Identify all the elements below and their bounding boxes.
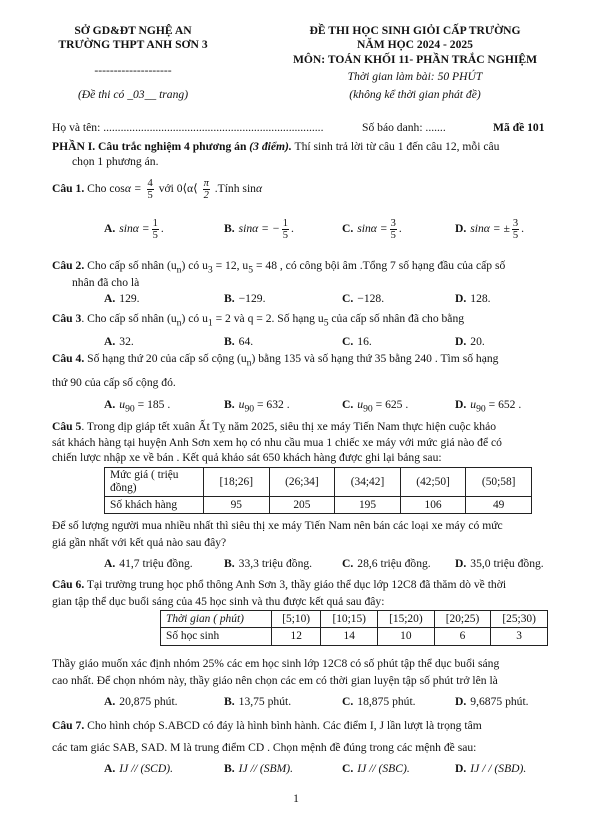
subject-title: MÔN: TOÁN KHỐI 11- PHẦN TRẮC NGHIỆM: [292, 53, 538, 66]
table-header-cell: [15;20): [378, 611, 435, 628]
q4-option-b[interactable]: B. $u_{90} = 632$ .: [224, 398, 290, 415]
table-cell: 12: [272, 628, 321, 645]
part1-heading: PHẦN I. Câu trắc nghiệm 4 phương án (3 điểm). Thí sinh trả lời từ câu 1 đến câu 12, mỗi câu: [52, 140, 500, 153]
question-7: Câu 7. Cho hình chóp S.ABCD có đáy là hình bình hành. Các điểm I, J lần lượt là trọng tâm: [52, 719, 482, 732]
q3-option-d[interactable]: D. 20.: [455, 335, 485, 348]
table-cell: Số khách hàng: [105, 497, 204, 514]
candidate-number-field: Số báo danh: .......: [362, 121, 446, 134]
table-header-cell: (26;34]: [269, 468, 335, 497]
q3-option-a[interactable]: A. 32.: [104, 335, 134, 348]
exercise-time-table: [160, 610, 548, 646]
q2-option-b[interactable]: B. −129.: [224, 292, 266, 305]
table-row: [105, 468, 532, 497]
table-cell: 106: [400, 497, 466, 514]
question-6-line4: cao nhất. Để chọn nhóm này, thầy giáo nên chọn các em có thời gian luyện tập số phút trở lên là: [52, 674, 498, 687]
q1-option-b[interactable]: B. sinα = − $\frac{1}{5}$ .: [224, 218, 294, 242]
left-dashes: --------------------: [94, 64, 172, 77]
exam-title: ĐỀ THI HỌC SINH GIỎI CẤP TRƯỜNG: [309, 24, 521, 37]
table-cell: 205: [269, 497, 335, 514]
table-cell: 195: [335, 497, 401, 514]
q7-option-a[interactable]: A. IJ // (SCD).: [104, 762, 174, 775]
time-note: (không kể thời gian phát đề): [349, 88, 481, 101]
q1-option-c[interactable]: C. sinα = $\frac{3}{5}$ .: [342, 218, 402, 242]
q5-option-d[interactable]: D. 35,0 triệu đồng.: [455, 557, 544, 570]
q4-option-a[interactable]: A. $u_{90} = 185$ .: [104, 398, 171, 415]
table-header-cell: (50;58]: [466, 468, 532, 497]
table-header-cell: [10;15): [321, 611, 378, 628]
table-header-cell: (42;50]: [400, 468, 466, 497]
question-4-line2: thứ 90 của cấp số cộng đó.: [52, 376, 176, 389]
table-header-cell: (34;42]: [335, 468, 401, 497]
question-4: Câu 4. Số hạng thứ 20 của cấp số cộng $(u_n)$ bằng 135 và số hạng thứ 35 bằng 240 . Tìm số hạng: [52, 352, 499, 369]
q6-option-c[interactable]: C. 18,875 phút.: [342, 695, 416, 708]
question-2: Câu 2. Cho cấp số nhân $(u_n)$ có $u_3 = 12$, $u_5 = 48$ , có công bội âm .Tổng 7 số hạng đầu của cấp số: [52, 259, 506, 276]
table-cell: 10: [378, 628, 435, 645]
q7-option-d[interactable]: D. IJ / / (SBD).: [455, 762, 527, 775]
question-7-line2: các tam giác SAB, SAD. M là trung điểm CD . Chọn mệnh đề đúng trong các mệnh đề sau:: [52, 741, 477, 754]
exam-code: Mã đề 101: [493, 121, 545, 134]
question-6-line3: Thầy giáo muốn xác định nhóm 25% các em học sinh lớp 12C8 có số phút tập thể dục buổi sáng: [52, 657, 500, 670]
q3-option-c[interactable]: C. 16.: [342, 335, 372, 348]
table-row: [105, 497, 532, 514]
table-cell: 14: [321, 628, 378, 645]
school-name: TRƯỜNG THPT ANH SƠN 3: [58, 38, 208, 51]
q6-option-d[interactable]: D. 9,6875 phút.: [455, 695, 529, 708]
page-number: 1: [293, 792, 299, 805]
price-survey-table: [104, 467, 532, 514]
question-5-line4: Để số lượng người mua nhiều nhất thì siêu thị xe máy Tiến Nam nên bán các loại xe máy có mức: [52, 519, 503, 532]
table-cell: 6: [434, 628, 491, 645]
q7-option-b[interactable]: B. IJ // (SBM).: [224, 762, 294, 775]
question-5-line5: giá gần nhất với kết quả nào sau đây?: [52, 536, 227, 549]
question-5-line2: sát khách hàng tại huyện Anh Sơn xem họ có nhu cầu mua 1 chiếc xe máy với mức giá nào để có: [52, 436, 502, 449]
table-header-cell: [5;10): [272, 611, 321, 628]
question-5-line3: chiến lược nhập xe về bán . Kết quả khảo sát 650 khách hàng được ghi lại bảng sau:: [52, 451, 442, 464]
table-cell: Số học sinh: [161, 628, 272, 645]
q4-option-d[interactable]: D. $u_{90} = 652$ .: [455, 398, 522, 415]
question-2-line2: nhân đã cho là: [72, 276, 140, 289]
table-cell: 49: [466, 497, 532, 514]
table-row: [161, 611, 548, 628]
q1-option-d[interactable]: D. sinα = ± $\frac{3}{5}$ .: [455, 218, 525, 242]
q5-option-a[interactable]: A. 41,7 triệu đồng.: [104, 557, 193, 570]
q6-option-b[interactable]: B. 13,75 phút.: [224, 695, 292, 708]
q3-option-b[interactable]: B. 64.: [224, 335, 254, 348]
part1-heading-line2: chọn 1 phương án.: [72, 155, 159, 168]
question-1: Câu 1. Cho cosα = $\frac{4}{5}$ với 0⟨α⟨ $\frac{\pi}{2}$ .Tính sinα: [52, 178, 263, 202]
dept-name: SỞ GD&ĐT NGHỆ AN: [74, 24, 192, 37]
question-6-line2: gian tập thể dục buổi sáng của 45 học sinh và thu được kết quả sau đây:: [52, 595, 385, 608]
table-header-cell: Mức giá ( triệu đồng): [105, 468, 204, 497]
school-year: NĂM HỌC 2024 - 2025: [357, 38, 473, 51]
table-header-cell: [25;30): [491, 611, 548, 628]
student-name-field: Họ và tên: ............................................................................: [52, 121, 324, 134]
q4-option-c[interactable]: C. $u_{90} = 625$ .: [342, 398, 409, 415]
q5-option-b[interactable]: B. 33,3 triệu đồng.: [224, 557, 313, 570]
q7-option-c[interactable]: C. IJ // (SBC).: [342, 762, 410, 775]
q2-option-d[interactable]: D. 128.: [455, 292, 491, 305]
table-header-cell: [18;26]: [204, 468, 270, 497]
table-cell: 3: [491, 628, 548, 645]
table-cell: 95: [204, 497, 270, 514]
q1-option-a[interactable]: A. sinα = $\frac{1}{5}$ .: [104, 218, 164, 242]
table-header-cell: [20;25): [434, 611, 491, 628]
table-row: [161, 628, 548, 645]
question-6: Câu 6. Tại trường trung học phổ thông Anh Sơn 3, thầy giáo thể dục lớp 12C8 đã thăm dò về thời: [52, 578, 507, 591]
page-count-note: (Đề thi có _03__ trang): [77, 88, 189, 101]
q2-option-a[interactable]: A. 129.: [104, 292, 140, 305]
exam-time: Thời gian làm bài: 50 PHÚT: [347, 70, 483, 83]
question-3: Câu 3. Cho cấp số nhân $(u_n)$ có $u_1 = 2$ và q = 2. Số hạng $u_5$ của cấp số nhân đã cho bằng: [52, 312, 465, 329]
q2-option-c[interactable]: C. −128.: [342, 292, 385, 305]
q5-option-c[interactable]: C. 28,6 triệu đồng.: [342, 557, 431, 570]
question-5: Câu 5. Trong dịp giáp tết xuân Ất Tỵ năm 2025, siêu thị xe máy Tiến Nam thực hiện cuộc khảo: [52, 420, 497, 433]
q6-option-a[interactable]: A. 20,875 phút.: [104, 695, 178, 708]
table-header-cell: Thời gian ( phút): [161, 611, 272, 628]
